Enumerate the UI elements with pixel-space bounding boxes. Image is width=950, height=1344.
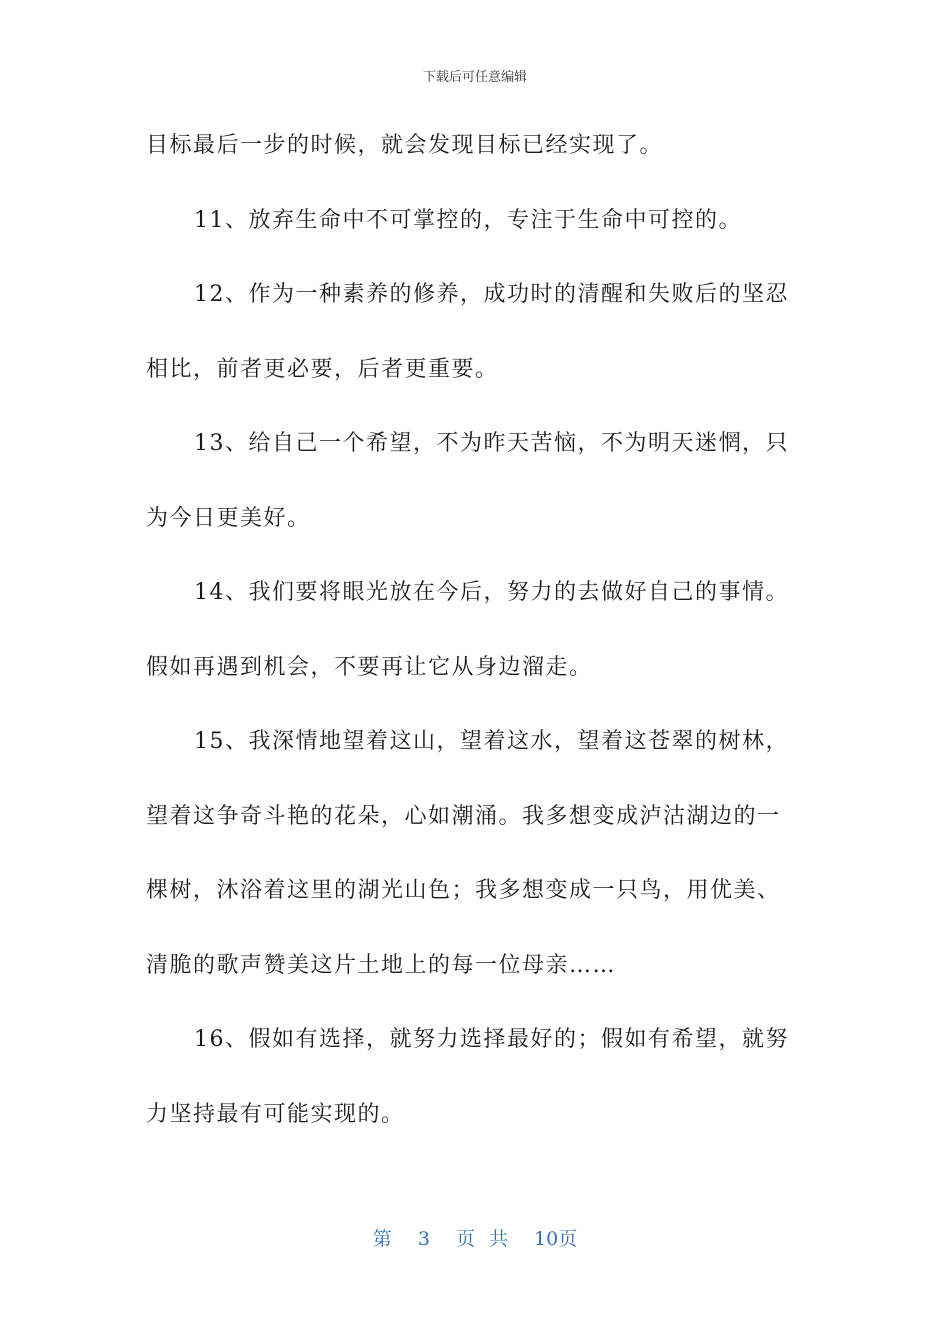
page-number-footer xyxy=(0,1224,950,1251)
text-line: 11、放弃生命中不可掌控的，专注于生命中可控的。 xyxy=(194,207,742,233)
text-line: 相比，前者更必要，后者更重要。 xyxy=(146,356,499,382)
total-pages: 10页 xyxy=(534,1228,578,1250)
text-line: 为今日更美好。 xyxy=(146,505,311,531)
current-page-number: 3 xyxy=(417,1228,430,1250)
header-note: 下载后可任意编辑 xyxy=(422,70,527,85)
text-line: 14、我们要将眼光放在今后，努力的去做好自己的事情。 xyxy=(194,580,789,605)
document-body xyxy=(146,120,796,1163)
text-line: 15、我深情地望着这山，望着这水，望着这苍翠的树林， xyxy=(194,729,789,754)
text-line: 13、给自己一个希望，不为昨天苦恼，不为明天迷惘，只 xyxy=(194,431,789,456)
page-prefix: 第 xyxy=(372,1228,392,1250)
text-line: 假如再遇到机会，不要再让它从身边溜走。 xyxy=(146,654,593,680)
page-middle-text: 页 共 xyxy=(455,1228,508,1250)
text-line: 棵树，沐浴着这里的湖光山色；我多想变成一只鸟，用优美、 xyxy=(146,878,781,903)
text-line: 望着这争奇斗艳的花朵，心如潮涌。我多想变成泸沽湖边的一 xyxy=(146,803,781,829)
text-line: 清脆的歌声赞美这片土地上的每一位母亲…… xyxy=(146,952,617,978)
text-line: 12、作为一种素养的修养，成功时的清醒和失败后的坚忍 xyxy=(194,282,789,307)
text-line: 16、假如有选择，就努力选择最好的；假如有希望，就努 xyxy=(194,1027,789,1052)
text-line: 力坚持最有可能实现的。 xyxy=(146,1101,405,1127)
text-line: 目标最后一步的时候，就会发现目标已经实现了。 xyxy=(146,133,664,158)
